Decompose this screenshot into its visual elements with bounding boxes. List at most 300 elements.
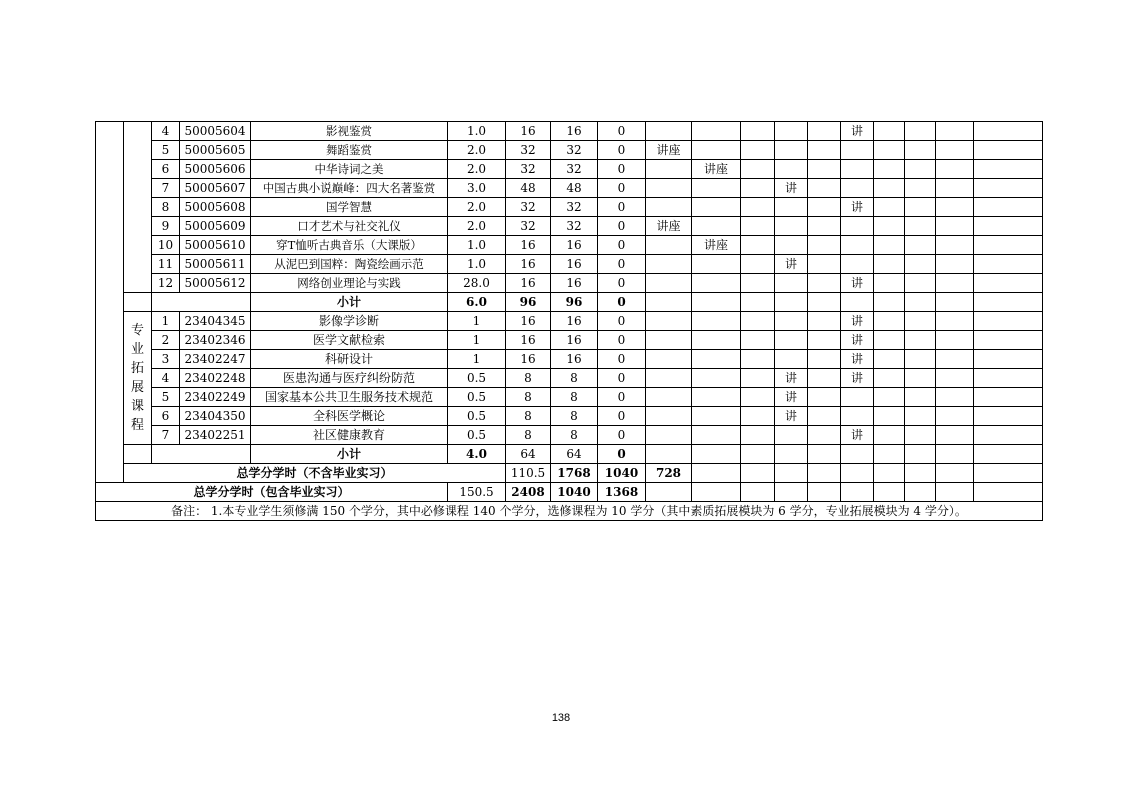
course-practice-hours: 0: [598, 331, 646, 350]
grand-total-theory: 1040: [551, 483, 598, 502]
table-row: [96, 141, 1043, 160]
schedule-cell: [905, 388, 936, 407]
schedule-cell: [741, 255, 775, 274]
schedule-cell: [741, 312, 775, 331]
schedule-cell: [841, 236, 874, 255]
schedule-cell: [874, 331, 905, 350]
course-credit: 0.5: [448, 369, 506, 388]
course-code: 50005606: [180, 160, 251, 179]
table-row: [96, 217, 1043, 236]
course-name: 影视鉴赏: [251, 122, 448, 141]
schedule-cell: 讲: [841, 122, 874, 141]
schedule-cell: [808, 274, 841, 293]
course-name: 医学文献检索: [251, 331, 448, 350]
schedule-cell: [874, 236, 905, 255]
course-total-hours: 48: [506, 179, 551, 198]
course-theory-hours: 16: [551, 122, 598, 141]
course-total-hours: 8: [506, 407, 551, 426]
course-total-hours: 32: [506, 141, 551, 160]
grand-total-practice: 728: [646, 464, 692, 483]
subtotal-blank: [152, 445, 251, 464]
schedule-cell: [874, 274, 905, 293]
course-credit: 28.0: [448, 274, 506, 293]
schedule-cell: [741, 407, 775, 426]
schedule-cell: [974, 179, 1043, 198]
table-row: [96, 198, 1043, 217]
schedule-cell: [936, 483, 974, 502]
course-code: 50005604: [180, 122, 251, 141]
grand-total-hours: 2408: [506, 483, 551, 502]
course-code: 23404345: [180, 312, 251, 331]
course-theory-hours: 16: [551, 312, 598, 331]
course-practice-hours: 0: [598, 160, 646, 179]
course-name: 中华诗词之美: [251, 160, 448, 179]
schedule-cell: [741, 198, 775, 217]
schedule-cell: [646, 350, 692, 369]
schedule-cell: [692, 255, 741, 274]
schedule-cell: [808, 179, 841, 198]
schedule-cell: [936, 331, 974, 350]
schedule-cell: 讲: [775, 255, 808, 274]
table-row: [96, 331, 1043, 350]
schedule-cell: [974, 445, 1043, 464]
course-total-hours: 32: [506, 160, 551, 179]
schedule-cell: [874, 122, 905, 141]
schedule-cell: [905, 274, 936, 293]
schedule-cell: [775, 217, 808, 236]
table-row: [96, 407, 1043, 426]
course-number: 11: [152, 255, 180, 274]
table-row: [96, 369, 1043, 388]
schedule-cell: [808, 293, 841, 312]
schedule-cell: [974, 464, 1043, 483]
course-credit: 1: [448, 312, 506, 331]
schedule-cell: [974, 350, 1043, 369]
schedule-cell: [741, 388, 775, 407]
table-row: [96, 312, 1043, 331]
course-practice-hours: 0: [598, 217, 646, 236]
course-number: 1: [152, 312, 180, 331]
category-cell-inner: [124, 122, 152, 293]
course-code: 23402251: [180, 426, 251, 445]
schedule-cell: [874, 179, 905, 198]
course-name: 医患沟通与医疗纠纷防范: [251, 369, 448, 388]
course-name: 国家基本公共卫生服务技术规范: [251, 388, 448, 407]
schedule-cell: [775, 312, 808, 331]
course-practice-hours: 0: [598, 255, 646, 274]
subtotal-label: 小计: [251, 293, 448, 312]
schedule-cell: [874, 388, 905, 407]
schedule-cell: [808, 160, 841, 179]
schedule-cell: [874, 483, 905, 502]
schedule-cell: [841, 255, 874, 274]
schedule-cell: [775, 445, 808, 464]
page-number: 138: [551, 712, 571, 724]
schedule-cell: [692, 350, 741, 369]
table-row: [96, 483, 1043, 502]
schedule-cell: [646, 331, 692, 350]
schedule-cell: [905, 198, 936, 217]
course-credit: 1.0: [448, 255, 506, 274]
grand-total-hours: 1768: [551, 464, 598, 483]
course-code: 50005612: [180, 274, 251, 293]
course-number: 3: [152, 350, 180, 369]
course-total-hours: 32: [506, 217, 551, 236]
schedule-cell: [841, 483, 874, 502]
schedule-cell: [692, 122, 741, 141]
schedule-cell: [741, 426, 775, 445]
schedule-cell: [936, 141, 974, 160]
schedule-cell: [841, 160, 874, 179]
table-row: [96, 350, 1043, 369]
schedule-cell: [692, 407, 741, 426]
schedule-cell: [874, 445, 905, 464]
course-practice-hours: 0: [598, 198, 646, 217]
schedule-cell: 讲: [841, 331, 874, 350]
schedule-cell: [646, 312, 692, 331]
schedule-cell: [936, 179, 974, 198]
schedule-cell: [692, 141, 741, 160]
course-credit: 0.5: [448, 426, 506, 445]
course-practice-hours: 0: [598, 274, 646, 293]
schedule-cell: [775, 198, 808, 217]
schedule-cell: [646, 255, 692, 274]
grand-total-credit: 110.5: [506, 464, 551, 483]
schedule-cell: 讲: [841, 198, 874, 217]
schedule-cell: [874, 350, 905, 369]
course-number: 6: [152, 407, 180, 426]
table-row: [96, 236, 1043, 255]
schedule-cell: [646, 293, 692, 312]
schedule-cell: [646, 426, 692, 445]
remarks-note: 备注： 1.本专业学生须修满 150 个学分，其中必修课程 140 个学分，选修课程为 10 学分（其中素质拓展模块为 6 学分，专业拓展模块为 4 学分）。: [96, 502, 1043, 521]
schedule-cell: [646, 236, 692, 255]
table-row: [96, 293, 1043, 312]
course-credit: 2.0: [448, 217, 506, 236]
schedule-cell: [808, 445, 841, 464]
course-name: 影像学诊断: [251, 312, 448, 331]
grand-total-theory: 1040: [598, 464, 646, 483]
course-theory-hours: 8: [551, 407, 598, 426]
course-name: 全科医学概论: [251, 407, 448, 426]
schedule-cell: [775, 483, 808, 502]
schedule-cell: [874, 217, 905, 236]
schedule-cell: [775, 274, 808, 293]
course-theory-hours: 32: [551, 160, 598, 179]
course-number: 10: [152, 236, 180, 255]
schedule-cell: [646, 122, 692, 141]
schedule-cell: [646, 179, 692, 198]
schedule-cell: [974, 388, 1043, 407]
schedule-cell: 讲座: [692, 236, 741, 255]
course-theory-hours: 16: [551, 350, 598, 369]
table-row: [96, 122, 1043, 141]
schedule-cell: [974, 426, 1043, 445]
table-row: [96, 426, 1043, 445]
schedule-cell: [974, 293, 1043, 312]
schedule-cell: [874, 141, 905, 160]
subtotal-total-hours: 64: [506, 445, 551, 464]
schedule-cell: [808, 217, 841, 236]
schedule-cell: [905, 312, 936, 331]
schedule-cell: [905, 160, 936, 179]
schedule-cell: [905, 122, 936, 141]
table-row: [96, 502, 1043, 521]
course-total-hours: 8: [506, 388, 551, 407]
course-code: 23404350: [180, 407, 251, 426]
subtotal-blank: [152, 293, 251, 312]
schedule-cell: [874, 369, 905, 388]
table-row: [96, 274, 1043, 293]
course-credit: 3.0: [448, 179, 506, 198]
course-total-hours: 16: [506, 350, 551, 369]
course-practice-hours: 0: [598, 350, 646, 369]
schedule-cell: [936, 293, 974, 312]
subtotal-credit: 6.0: [448, 293, 506, 312]
schedule-cell: [974, 483, 1043, 502]
course-number: 4: [152, 122, 180, 141]
schedule-cell: [692, 179, 741, 198]
course-practice-hours: 0: [598, 236, 646, 255]
schedule-cell: [936, 255, 974, 274]
course-number: 4: [152, 369, 180, 388]
schedule-cell: [646, 369, 692, 388]
course-theory-hours: 16: [551, 274, 598, 293]
schedule-cell: [974, 141, 1043, 160]
schedule-cell: [808, 369, 841, 388]
schedule-cell: [936, 464, 974, 483]
subtotal-credit: 4.0: [448, 445, 506, 464]
schedule-cell: [741, 122, 775, 141]
schedule-cell: [741, 464, 775, 483]
schedule-cell: [775, 236, 808, 255]
course-name: 社区健康教育: [251, 426, 448, 445]
schedule-cell: [646, 483, 692, 502]
course-name: 中国古典小说巅峰：四大名著鉴赏: [251, 179, 448, 198]
course-total-hours: 16: [506, 312, 551, 331]
schedule-cell: [808, 407, 841, 426]
subtotal-label: 小计: [251, 445, 448, 464]
schedule-cell: [741, 274, 775, 293]
course-practice-hours: 0: [598, 122, 646, 141]
schedule-cell: [874, 407, 905, 426]
schedule-cell: 讲: [775, 369, 808, 388]
schedule-cell: [808, 312, 841, 331]
subtotal-blank: [124, 293, 152, 312]
course-credit: 2.0: [448, 198, 506, 217]
schedule-cell: [974, 255, 1043, 274]
subtotal-theory-hours: 96: [551, 293, 598, 312]
grand-total-label: 总学分学时（不含毕业实习）: [124, 464, 506, 483]
schedule-cell: 讲: [775, 407, 808, 426]
schedule-cell: [936, 426, 974, 445]
schedule-cell: [905, 331, 936, 350]
schedule-cell: [905, 293, 936, 312]
course-practice-hours: 0: [598, 388, 646, 407]
schedule-cell: [841, 141, 874, 160]
schedule-cell: 讲: [841, 369, 874, 388]
schedule-cell: [775, 426, 808, 445]
course-name: 穿T恤听古典音乐（大课版）: [251, 236, 448, 255]
schedule-cell: [905, 236, 936, 255]
schedule-cell: 讲: [841, 312, 874, 331]
schedule-cell: [646, 198, 692, 217]
course-name: 网络创业理论与实践: [251, 274, 448, 293]
course-name: 口才艺术与社交礼仪: [251, 217, 448, 236]
schedule-cell: [741, 160, 775, 179]
course-theory-hours: 8: [551, 369, 598, 388]
schedule-cell: [692, 426, 741, 445]
course-number: 9: [152, 217, 180, 236]
schedule-cell: [808, 388, 841, 407]
schedule-cell: [841, 217, 874, 236]
schedule-cell: [905, 179, 936, 198]
course-credit: 2.0: [448, 160, 506, 179]
grand-total-credit: 150.5: [448, 483, 506, 502]
course-total-hours: 16: [506, 274, 551, 293]
schedule-cell: [874, 160, 905, 179]
grand-total-practice: 1368: [598, 483, 646, 502]
schedule-cell: [808, 236, 841, 255]
table-row: [96, 255, 1043, 274]
schedule-cell: [692, 274, 741, 293]
schedule-cell: [905, 255, 936, 274]
schedule-cell: [841, 179, 874, 198]
schedule-cell: [936, 445, 974, 464]
course-theory-hours: 8: [551, 426, 598, 445]
course-name: 科研设计: [251, 350, 448, 369]
schedule-cell: [646, 445, 692, 464]
category-cell-outer: [96, 122, 124, 483]
schedule-cell: [841, 464, 874, 483]
course-code: 50005605: [180, 141, 251, 160]
course-code: 50005608: [180, 198, 251, 217]
schedule-cell: [874, 293, 905, 312]
course-theory-hours: 48: [551, 179, 598, 198]
schedule-cell: 讲: [775, 179, 808, 198]
course-number: 12: [152, 274, 180, 293]
schedule-cell: [692, 293, 741, 312]
schedule-cell: [905, 426, 936, 445]
schedule-cell: [905, 483, 936, 502]
schedule-cell: [905, 350, 936, 369]
schedule-cell: [741, 217, 775, 236]
course-credit: 1.0: [448, 236, 506, 255]
subtotal-practice-hours: 0: [598, 445, 646, 464]
course-theory-hours: 32: [551, 141, 598, 160]
course-code: 23402248: [180, 369, 251, 388]
schedule-cell: [775, 122, 808, 141]
schedule-cell: [741, 236, 775, 255]
subtotal-blank: [124, 445, 152, 464]
schedule-cell: [974, 236, 1043, 255]
schedule-cell: 讲: [841, 426, 874, 445]
schedule-cell: [775, 293, 808, 312]
schedule-cell: [874, 426, 905, 445]
schedule-cell: [905, 407, 936, 426]
schedule-cell: [936, 217, 974, 236]
schedule-cell: [874, 255, 905, 274]
schedule-cell: [741, 293, 775, 312]
schedule-cell: [974, 274, 1043, 293]
table-row: [96, 160, 1043, 179]
schedule-cell: [808, 464, 841, 483]
schedule-cell: [905, 445, 936, 464]
course-total-hours: 16: [506, 331, 551, 350]
course-theory-hours: 16: [551, 331, 598, 350]
schedule-cell: [646, 274, 692, 293]
schedule-cell: [974, 331, 1043, 350]
subtotal-total-hours: 96: [506, 293, 551, 312]
course-code: 23402247: [180, 350, 251, 369]
schedule-cell: [808, 426, 841, 445]
schedule-cell: [775, 141, 808, 160]
course-theory-hours: 16: [551, 255, 598, 274]
schedule-cell: [936, 388, 974, 407]
course-total-hours: 8: [506, 369, 551, 388]
schedule-cell: [874, 312, 905, 331]
schedule-cell: [741, 350, 775, 369]
schedule-cell: [692, 198, 741, 217]
course-theory-hours: 16: [551, 236, 598, 255]
course-practice-hours: 0: [598, 312, 646, 331]
course-practice-hours: 0: [598, 141, 646, 160]
subtotal-practice-hours: 0: [598, 293, 646, 312]
course-code: 23402346: [180, 331, 251, 350]
schedule-cell: [974, 312, 1043, 331]
course-code: 50005609: [180, 217, 251, 236]
table-row: [96, 464, 1043, 483]
schedule-cell: [841, 388, 874, 407]
schedule-cell: [974, 160, 1043, 179]
schedule-cell: 讲座: [692, 160, 741, 179]
schedule-cell: [808, 350, 841, 369]
schedule-cell: [775, 464, 808, 483]
schedule-cell: [808, 198, 841, 217]
course-plan-table: [95, 121, 1043, 521]
schedule-cell: [936, 122, 974, 141]
course-number: 7: [152, 426, 180, 445]
table-row: [96, 179, 1043, 198]
schedule-cell: [974, 198, 1043, 217]
course-name: 从泥巴到国粹：陶瓷绘画示范: [251, 255, 448, 274]
schedule-cell: [775, 350, 808, 369]
schedule-cell: [841, 445, 874, 464]
schedule-cell: [841, 293, 874, 312]
course-total-hours: 16: [506, 236, 551, 255]
schedule-cell: [692, 464, 741, 483]
course-credit: 0.5: [448, 388, 506, 407]
schedule-cell: [741, 141, 775, 160]
schedule-cell: [741, 179, 775, 198]
schedule-cell: [775, 160, 808, 179]
course-number: 8: [152, 198, 180, 217]
course-credit: 1: [448, 350, 506, 369]
schedule-cell: 讲: [841, 350, 874, 369]
schedule-cell: [692, 388, 741, 407]
course-code: 50005607: [180, 179, 251, 198]
course-number: 5: [152, 141, 180, 160]
course-theory-hours: 32: [551, 217, 598, 236]
schedule-cell: [905, 217, 936, 236]
course-name: 舞蹈鉴赏: [251, 141, 448, 160]
course-number: 7: [152, 179, 180, 198]
schedule-cell: [646, 160, 692, 179]
schedule-cell: [775, 331, 808, 350]
schedule-cell: [646, 407, 692, 426]
schedule-cell: [974, 407, 1043, 426]
schedule-cell: [692, 331, 741, 350]
